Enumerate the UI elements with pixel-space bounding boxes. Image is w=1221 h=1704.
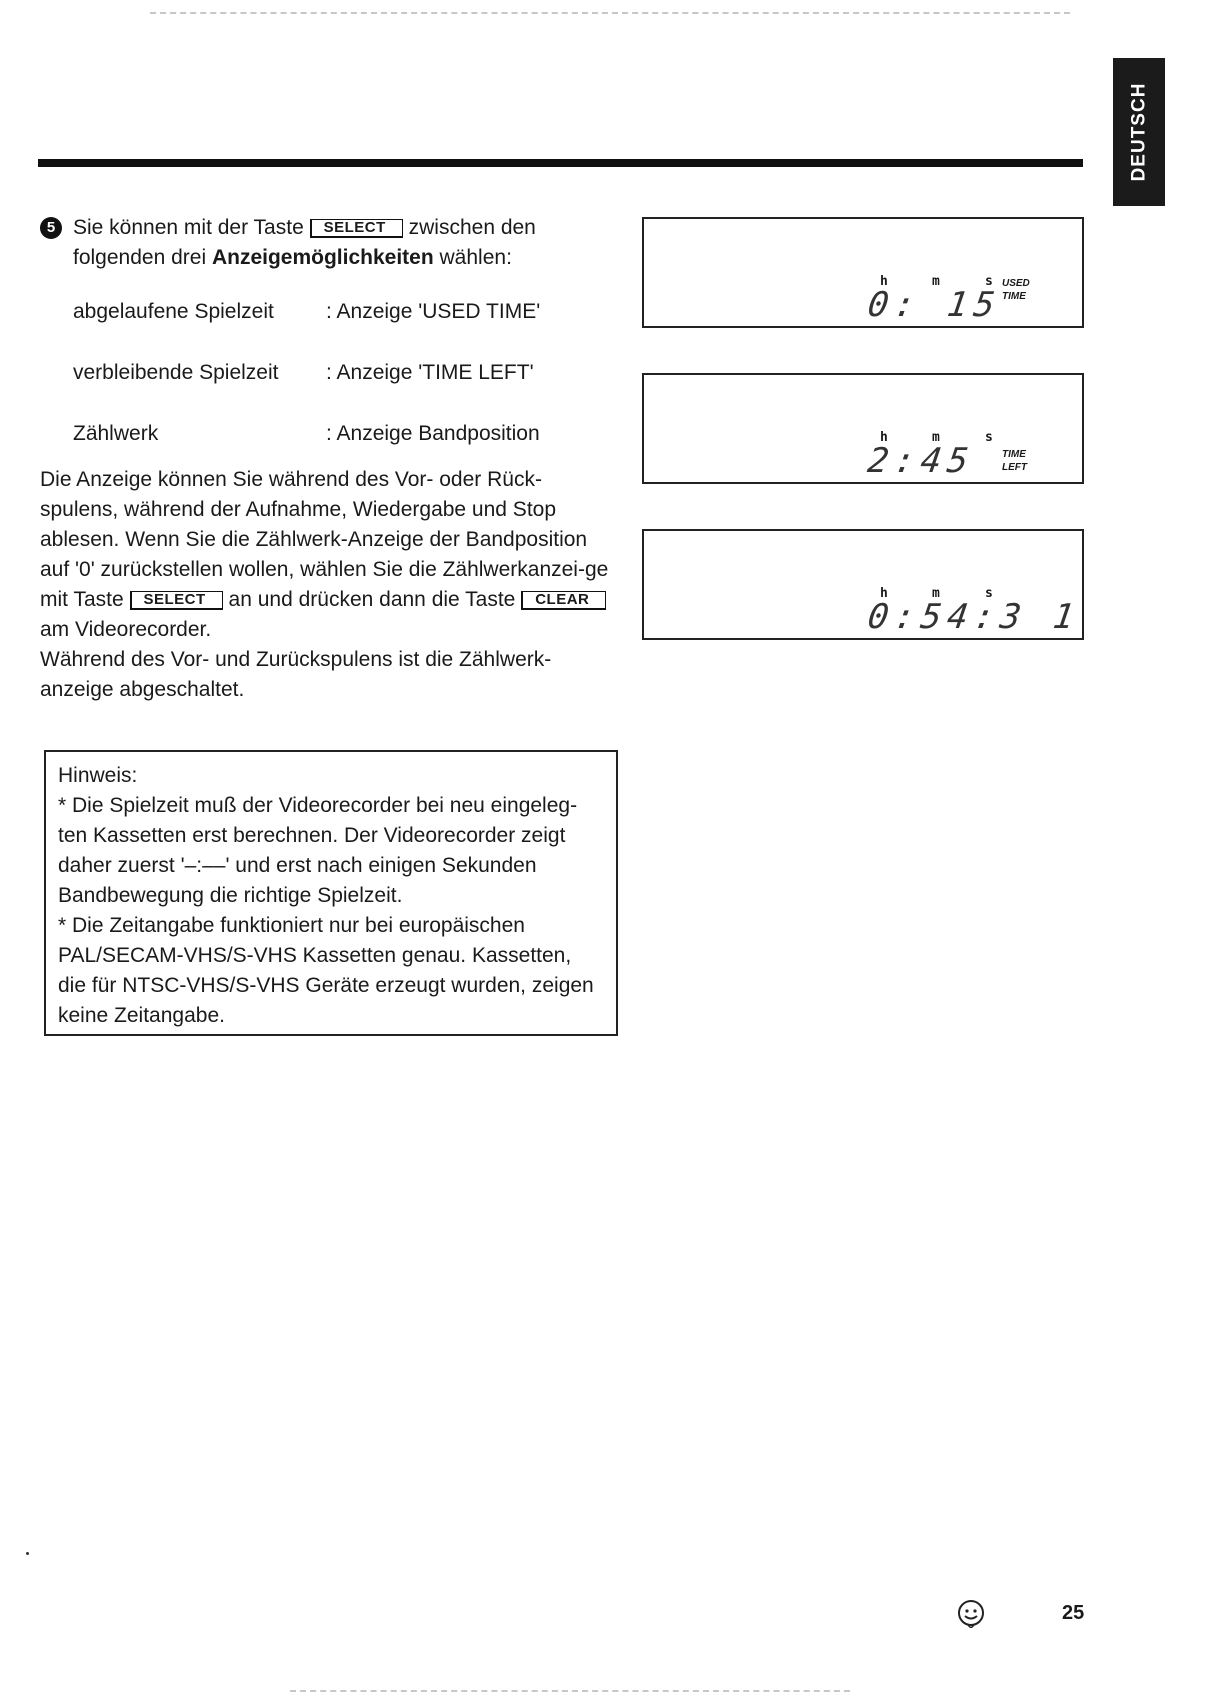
lcd-digits: 2:45: [865, 441, 977, 481]
lcd-label-line1: TIME: [1002, 449, 1026, 460]
lcd-display-counter: [642, 529, 1084, 640]
step-number-badge: 5: [40, 217, 62, 239]
lcd-unit-hours: h: [880, 274, 888, 289]
lcd-unit-minutes: m: [932, 430, 940, 445]
paragraph-part4: Während des Vor- und Zurückspulens ist die Zählwerk-anzeige abgeschaltet.: [40, 648, 552, 701]
step-line2-end: wählen:: [439, 246, 512, 269]
note-item-1: * Die Spielzeit muß der Videorecorder bei neu eingeleg-ten Kassetten erst berechnen. Der Videorecorder zeigt daher zuerst '–:––' und erst nach einigen Sekunden Bandbewegung die richtige Spielzeit.: [58, 794, 578, 907]
lcd-display-used-time: [642, 217, 1084, 328]
mode-row: [73, 419, 620, 449]
lcd-label-line2: TIME: [1002, 291, 1026, 302]
select-key-inline: SELECT: [130, 591, 223, 610]
main-text-column: [40, 213, 620, 705]
lcd-unit-minutes: m: [932, 274, 940, 289]
note-box: [44, 750, 618, 1036]
mode-value: : Anzeige 'TIME LEFT': [326, 361, 534, 384]
section-rule: [38, 159, 1083, 167]
lcd-unit-seconds: s: [985, 274, 993, 289]
lcd-mode-label: [1002, 448, 1027, 474]
mode-row: [73, 297, 620, 327]
display-modes-list: [73, 297, 620, 449]
scan-artifact-bottom: [290, 1690, 850, 1692]
lcd-digits: 0:54:3 1: [865, 597, 1083, 637]
step-line2-bold: Anzeigemöglichkeiten: [211, 246, 434, 269]
language-tab: [1113, 58, 1165, 206]
step-intro: [40, 213, 620, 273]
page-number: 25: [1062, 1602, 1085, 1624]
description-paragraph: [40, 465, 620, 705]
scan-dot: [26, 1552, 29, 1555]
select-key: SELECT: [310, 219, 403, 238]
note-title: Hinweis:: [58, 764, 138, 787]
lcd-unit-hours: h: [880, 586, 888, 601]
step-line2-start: folgenden drei: [73, 246, 207, 269]
mode-label: abgelaufene Spielzeit: [73, 300, 274, 323]
lcd-unit-seconds: s: [985, 430, 993, 445]
language-tab-label: DEUTSCH: [1128, 82, 1149, 182]
paragraph-part2: an und drücken dann die Taste: [228, 588, 516, 611]
mode-row: [73, 358, 620, 388]
philips-face-logo-icon: [956, 1598, 986, 1628]
lcd-digits: 0: 15: [865, 285, 1004, 325]
mode-label: Zählwerk: [73, 422, 159, 445]
note-item-2: * Die Zeitangabe funktioniert nur bei europäischen PAL/SECAM-VHS/S-VHS Kassetten genau. Kassetten, die für NTSC-VHS/S-VHS Geräte erzeugt wurden, zeigen keine Zeitangabe.: [58, 914, 594, 1027]
mode-value: : Anzeige 'USED TIME': [326, 300, 541, 323]
lcd-mode-label: [1002, 277, 1030, 303]
clear-key-inline: CLEAR: [521, 591, 606, 610]
lcd-unit-hours: h: [880, 430, 888, 445]
lcd-unit-seconds: s: [985, 586, 993, 601]
lcd-label-line1: USED: [1002, 278, 1030, 289]
paragraph-part3: am Videorecorder.: [40, 618, 212, 641]
lcd-label-line2: LEFT: [1002, 462, 1027, 473]
lcd-unit-minutes: m: [932, 586, 940, 601]
step-text-before-key: Sie können mit der Taste: [73, 216, 304, 239]
scan-artifact-top: [150, 12, 1070, 14]
lcd-display-time-left: [642, 373, 1084, 484]
paragraph-part1: Die Anzeige können Sie während des Vor- oder Rück-spulens, während der Aufnahme, Wiedergabe und Stop ablesen. Wenn Sie die Zählwerk-Anzeige der Bandposition auf '0' zurückstellen wollen, wählen Sie die Zählwerkanzei-ge mit Taste: [40, 468, 609, 611]
step-text-after-key: zwischen den: [408, 216, 536, 239]
mode-value: : Anzeige Bandposition: [326, 422, 540, 445]
mode-label: verbleibende Spielzeit: [73, 361, 279, 384]
